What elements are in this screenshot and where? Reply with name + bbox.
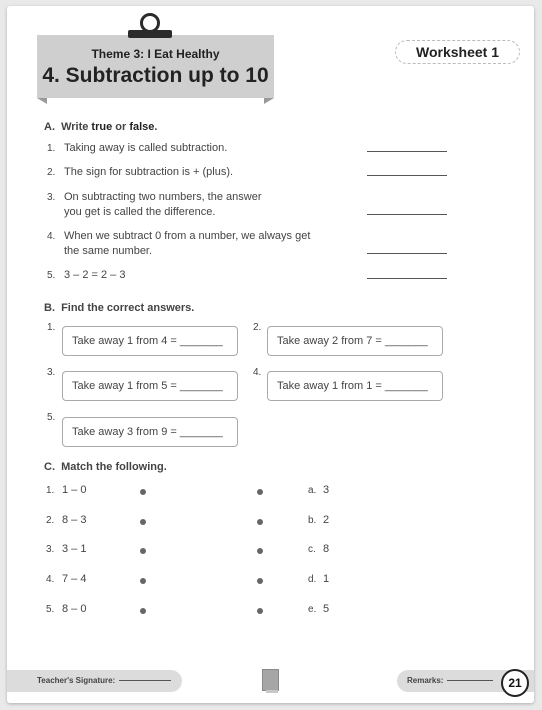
section-b-letter: B. <box>44 302 55 314</box>
question-text <box>64 165 334 180</box>
match-dot-left[interactable] <box>140 578 146 584</box>
match-dot-right[interactable] <box>257 548 263 554</box>
question-line: When we subtract 0 from a number, we always get <box>64 230 311 242</box>
question-line: the same number. <box>64 245 153 257</box>
question-number: 2. <box>47 167 56 178</box>
match-dot-right[interactable] <box>257 578 263 584</box>
match-number: 1. <box>46 485 55 496</box>
answer-blank[interactable] <box>367 151 447 152</box>
banner-fold-right <box>264 98 274 104</box>
answer-blank[interactable] <box>367 253 447 254</box>
chapter-title: 4. Subtraction up to 10 <box>42 64 269 87</box>
section-a-true-word: true <box>91 121 113 133</box>
match-dot-left[interactable] <box>140 608 146 614</box>
answer-box[interactable]: Take away 1 from 4 = _______ <box>62 326 238 356</box>
signature-line[interactable] <box>119 680 171 681</box>
problem-number: 5. <box>47 412 56 423</box>
answer-blank[interactable] <box>367 278 447 279</box>
match-dot-right[interactable] <box>257 608 263 614</box>
match-value: 1 <box>323 573 330 585</box>
worksheet-page <box>7 6 534 703</box>
question-number: 5. <box>47 270 56 281</box>
match-letter: d. <box>308 574 317 585</box>
section-a-title-post: . <box>154 121 158 133</box>
match-expression: 8 – 3 <box>62 514 87 526</box>
question-line: The sign for subtraction is + (plus). <box>64 166 234 178</box>
match-number: 3. <box>46 544 55 555</box>
theme-title: Theme 3: I Eat Healthy <box>91 47 220 61</box>
question-text <box>64 268 334 283</box>
match-value: 8 <box>323 543 330 555</box>
teacher-signature-label: Teacher's Signature: <box>37 676 116 685</box>
page-number: 21 <box>501 669 529 697</box>
question-line: Taking away is called subtraction. <box>64 142 228 154</box>
section-a-title <box>44 121 157 133</box>
section-c-title <box>44 461 167 473</box>
document-icon <box>262 669 279 691</box>
match-value: 3 <box>323 484 330 496</box>
question-text <box>64 141 334 156</box>
section-b-title-text: Find the correct answers. <box>61 302 195 314</box>
match-letter: e. <box>308 604 317 615</box>
problem-number: 3. <box>47 367 56 378</box>
question-number: 1. <box>47 143 56 154</box>
match-expression: 8 – 0 <box>62 603 87 615</box>
section-c-letter: C. <box>44 461 55 473</box>
section-a-false-word: false <box>129 121 155 133</box>
section-b-title <box>44 302 194 314</box>
remarks-line[interactable] <box>447 680 493 681</box>
match-number: 2. <box>46 515 55 526</box>
question-line: 3 – 2 = 2 – 3 <box>64 269 126 281</box>
section-a-title-or: or <box>112 121 130 133</box>
match-dot-right[interactable] <box>257 519 263 525</box>
match-number: 5. <box>46 604 55 615</box>
problem-number: 2. <box>253 322 262 333</box>
problem-number: 4. <box>253 367 262 378</box>
question-number: 4. <box>47 231 56 242</box>
question-text <box>64 229 334 259</box>
match-number: 4. <box>46 574 55 585</box>
answer-box[interactable]: Take away 3 from 9 = _______ <box>62 417 238 447</box>
match-expression: 3 – 1 <box>62 543 87 555</box>
match-dot-right[interactable] <box>257 489 263 495</box>
match-dot-left[interactable] <box>140 519 146 525</box>
answer-box[interactable]: Take away 1 from 1 = _______ <box>267 371 443 401</box>
match-value: 5 <box>323 603 330 615</box>
match-expression: 7 – 4 <box>62 573 87 585</box>
worksheet-label: Worksheet 1 <box>395 40 520 64</box>
banner-fold-left <box>37 98 47 104</box>
question-line: you get is called the difference. <box>64 206 216 218</box>
problem-number: 1. <box>47 322 56 333</box>
binder-clip-ring <box>140 13 160 33</box>
question-line: On subtracting two numbers, the answer <box>64 191 262 203</box>
match-dot-left[interactable] <box>140 548 146 554</box>
match-expression: 1 – 0 <box>62 484 87 496</box>
answer-blank[interactable] <box>367 214 447 215</box>
question-text <box>64 190 334 220</box>
match-letter: a. <box>308 485 317 496</box>
answer-box[interactable]: Take away 2 from 7 = _______ <box>267 326 443 356</box>
teacher-signature-bar <box>7 670 182 692</box>
match-letter: c. <box>308 544 316 555</box>
section-c-title-text: Match the following. <box>61 461 167 473</box>
answer-blank[interactable] <box>367 175 447 176</box>
question-number: 3. <box>47 192 56 203</box>
answer-box[interactable]: Take away 1 from 5 = _______ <box>62 371 238 401</box>
remarks-label: Remarks: <box>407 676 444 685</box>
match-value: 2 <box>323 514 330 526</box>
section-a-letter: A. <box>44 121 55 133</box>
match-dot-left[interactable] <box>140 489 146 495</box>
match-letter: b. <box>308 515 317 526</box>
section-a-title-pre: Write <box>61 121 92 133</box>
